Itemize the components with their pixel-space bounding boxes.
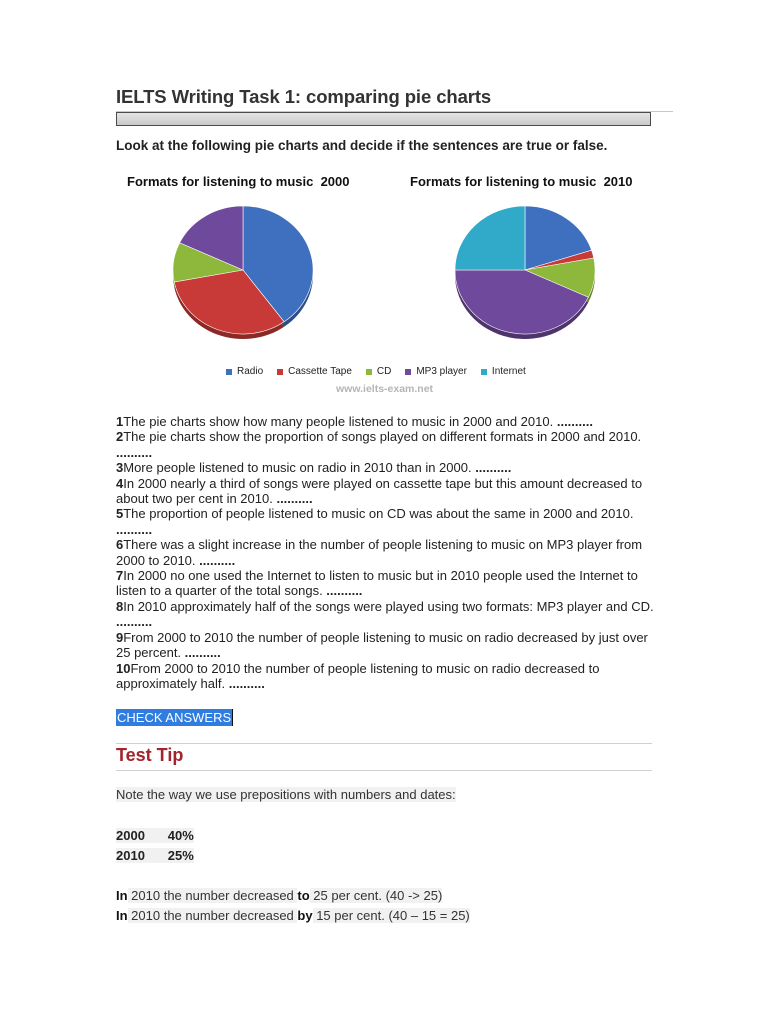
legend-label: MP3 player	[416, 366, 467, 377]
question-item	[116, 537, 656, 568]
pie-slice-internet	[455, 206, 525, 270]
answer-blank[interactable]: ..........	[475, 460, 512, 476]
divider-bottom	[116, 770, 652, 771]
question-item	[116, 661, 656, 692]
question-text: There was a slight increase in the number of people listening to music on MP3 player from 2000 to 2010.	[116, 537, 643, 568]
legend-swatch	[481, 369, 487, 375]
legend-label: CD	[376, 366, 392, 377]
chart-title-2000: Formats for listening to music 2000	[127, 174, 350, 189]
answer-blank[interactable]: ..........	[326, 583, 363, 599]
example-tail: 25 per cent. (40 -> 25)	[309, 888, 443, 903]
question-item	[116, 414, 656, 429]
chart-legend	[226, 366, 540, 377]
question-number: 2	[116, 429, 124, 445]
question-number: 10	[116, 660, 131, 676]
question-item	[116, 429, 656, 460]
legend-item-mp3-player	[405, 366, 467, 377]
instruction-text: Look at the following pie charts and decide if the sentences are true or false.	[116, 138, 608, 153]
question-text: More people listened to music on radio in 2010 than in 2000.	[123, 460, 476, 476]
pie-chart-2010	[450, 200, 600, 350]
example-lead: In	[116, 908, 128, 923]
legend-swatch	[226, 369, 232, 375]
question-text: In 2010 approximately half of the songs were played using two formats: MP3 player and CD.	[123, 598, 654, 614]
example-lead: In	[116, 888, 128, 903]
true-false-questions	[116, 414, 656, 691]
question-text: The proportion of people listened to music on CD was about the same in 2000 and 2010.	[123, 506, 634, 522]
question-item	[116, 599, 656, 630]
question-text: From 2000 to 2010 the number of people listening to music on radio decreased to approximately half.	[116, 660, 600, 691]
answer-blank[interactable]: ..........	[116, 444, 153, 460]
question-item	[116, 506, 656, 537]
question-text: In 2000 no one used the Internet to listen to music but in 2010 people used the Internet to listen to a quarter of the total songs.	[116, 568, 638, 599]
legend-label: Radio	[237, 366, 264, 377]
watermark: www.ielts-exam.net	[336, 383, 434, 395]
question-item	[116, 568, 656, 599]
question-text: In 2000 nearly a third of songs were played on cassette tape but this amount decreased to about two per cent in 2010.	[116, 475, 643, 507]
test-tip-heading: Test Tip	[116, 745, 184, 765]
answer-blank[interactable]: ..........	[116, 521, 153, 537]
divider-top	[116, 743, 652, 744]
question-text: From 2000 to 2010 the number of people listening to music on radio decreased by just over 25 percent.	[116, 629, 648, 661]
question-text: The pie charts show how many people listened to music in 2000 and 2010.	[123, 414, 557, 429]
example-sentence-to	[116, 888, 442, 903]
legend-item-cassette-tape	[277, 366, 352, 377]
question-item	[116, 460, 656, 475]
legend-item-radio	[226, 366, 263, 377]
answer-blank[interactable]: ..........	[556, 414, 593, 429]
answer-blank[interactable]: ..........	[228, 675, 265, 691]
pie-charts-figure	[0, 168, 768, 400]
question-number: 3	[116, 460, 124, 476]
legend-swatch	[366, 369, 372, 375]
question-item	[116, 476, 656, 507]
question-number: 9	[116, 629, 124, 645]
answer-blank[interactable]: ..........	[199, 552, 236, 568]
answer-blank[interactable]: ..........	[116, 614, 153, 630]
legend-swatch	[277, 369, 283, 375]
page-title: IELTS Writing Task 1: comparing pie charts	[116, 86, 492, 107]
question-number: 5	[116, 506, 124, 522]
check-answers-button[interactable]: CHECK ANSWERS	[117, 710, 232, 725]
legend-item-cd	[366, 366, 391, 377]
title-bar	[116, 112, 651, 126]
legend-label: Internet	[491, 366, 526, 377]
example-sentence-by	[116, 908, 470, 923]
pie-chart-2000	[168, 200, 318, 350]
legend-swatch	[405, 369, 411, 375]
chart-title-2010: Formats for listening to music 2010	[410, 174, 633, 189]
question-number: 4	[116, 475, 124, 491]
question-number: 1	[116, 414, 124, 429]
legend-label: Cassette Tape	[288, 366, 352, 377]
example-mid: 2010 the number decreased	[127, 888, 298, 903]
question-text: The pie charts show the proportion of songs played on different formats in 2000 and 2010.	[123, 429, 642, 445]
answer-blank[interactable]: ..........	[276, 491, 313, 507]
question-item	[116, 630, 656, 661]
question-number: 6	[116, 537, 124, 553]
data-line-2000: 2000 40%	[116, 828, 194, 843]
test-tip-intro: Note the way we use prepositions with numbers and dates:	[116, 787, 456, 802]
question-number: 7	[116, 568, 124, 584]
answer-blank[interactable]: ..........	[184, 645, 221, 661]
example-mid: 2010 the number decreased	[127, 908, 298, 923]
example-preposition: to	[297, 888, 310, 903]
example-preposition: by	[297, 908, 313, 923]
question-number: 8	[116, 598, 124, 614]
example-tail: 15 per cent. (40 – 15 = 25)	[312, 908, 470, 923]
data-line-2010: 2010 25%	[116, 848, 194, 863]
legend-item-internet	[481, 366, 526, 377]
